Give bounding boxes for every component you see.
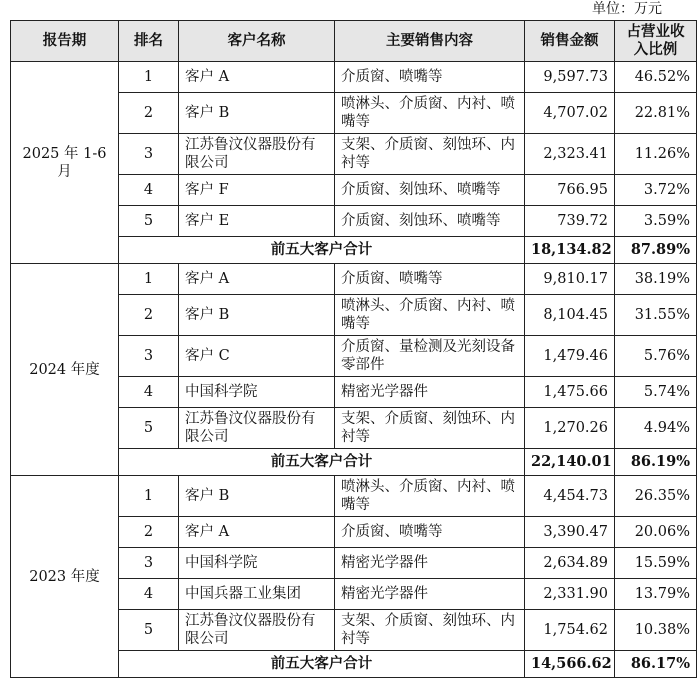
header-rank: 排名 [119,21,179,62]
customer-cell: 江苏鲁汶仪器股份有限公司 [179,408,335,449]
customer-cell: 中国科学院 [179,377,335,408]
customer-cell: 客户 A [179,264,335,295]
total-ratio: 86.17% [615,651,697,678]
content-cell: 喷淋头、介质窗、内衬、喷嘴等 [335,93,525,134]
period-cell: 2024 年度 [11,264,119,476]
ratio-cell: 22.81% [615,93,697,134]
table-row [11,264,697,295]
period-cell: 2025 年 1-6 月 [11,62,119,264]
ratio-cell: 20.06% [615,517,697,548]
amount-cell: 3,390.47 [525,517,615,548]
ratio-cell: 10.38% [615,610,697,651]
ratio-cell: 13.79% [615,579,697,610]
amount-cell: 1,475.66 [525,377,615,408]
customer-cell: 客户 B [179,93,335,134]
header-amount: 销售金额 [525,21,615,62]
content-cell: 喷淋头、介质窗、内衬、喷嘴等 [335,476,525,517]
content-cell: 介质窗、喷嘴等 [335,62,525,93]
amount-cell: 1,270.26 [525,408,615,449]
unit-label: 单位：万元 [592,1,662,17]
ratio-cell: 3.72% [615,175,697,206]
content-cell: 支架、介质窗、刻蚀环、内衬等 [335,610,525,651]
content-cell: 介质窗、喷嘴等 [335,264,525,295]
customer-cell: 客户 E [179,206,335,237]
amount-cell: 4,454.73 [525,476,615,517]
total-amount: 18,134.82 [525,237,615,264]
content-cell: 精密光学器件 [335,579,525,610]
content-cell: 喷淋头、介质窗、内衬、喷嘴等 [335,295,525,336]
ratio-cell: 4.94% [615,408,697,449]
content-cell: 支架、介质窗、刻蚀环、内衬等 [335,134,525,175]
customer-cell: 客户 A [179,517,335,548]
ratio-cell: 26.35% [615,476,697,517]
customer-cell: 江苏鲁汶仪器股份有限公司 [179,134,335,175]
header-content: 主要销售内容 [335,21,525,62]
rank-cell: 2 [119,517,179,548]
total-label: 前五大客户合计 [119,449,525,476]
ratio-cell: 15.59% [615,548,697,579]
customer-cell: 江苏鲁汶仪器股份有限公司 [179,610,335,651]
rank-cell: 1 [119,264,179,295]
customer-cell: 客户 B [179,476,335,517]
table-row [11,476,697,517]
rank-cell: 5 [119,206,179,237]
header-customer: 客户名称 [179,21,335,62]
amount-cell: 2,331.90 [525,579,615,610]
content-cell: 介质窗、量检测及光刻设备零部件 [335,336,525,377]
amount-cell: 9,810.17 [525,264,615,295]
ratio-cell: 3.59% [615,206,697,237]
ratio-cell: 5.74% [615,377,697,408]
rank-cell: 1 [119,476,179,517]
header-row [11,21,697,62]
content-cell: 支架、介质窗、刻蚀环、内衬等 [335,408,525,449]
total-label: 前五大客户合计 [119,237,525,264]
amount-cell: 2,323.41 [525,134,615,175]
amount-cell: 739.72 [525,206,615,237]
total-label: 前五大客户合计 [119,651,525,678]
period-cell: 2023 年度 [11,476,119,678]
rank-cell: 4 [119,377,179,408]
content-cell: 介质窗、刻蚀环、喷嘴等 [335,206,525,237]
rank-cell: 2 [119,93,179,134]
customer-cell: 客户 B [179,295,335,336]
customer-cell: 客户 C [179,336,335,377]
amount-cell: 8,104.45 [525,295,615,336]
content-cell: 精密光学器件 [335,377,525,408]
top-customers-table [10,20,697,678]
ratio-cell: 46.52% [615,62,697,93]
content-cell: 介质窗、喷嘴等 [335,517,525,548]
rank-cell: 4 [119,175,179,206]
customer-cell: 中国科学院 [179,548,335,579]
amount-cell: 2,634.89 [525,548,615,579]
amount-cell: 4,707.02 [525,93,615,134]
ratio-cell: 38.19% [615,264,697,295]
ratio-cell: 31.55% [615,295,697,336]
content-cell: 精密光学器件 [335,548,525,579]
total-ratio: 86.19% [615,449,697,476]
customer-cell: 客户 A [179,62,335,93]
customer-cell: 客户 F [179,175,335,206]
rank-cell: 4 [119,579,179,610]
amount-cell: 766.95 [525,175,615,206]
rank-cell: 3 [119,134,179,175]
customer-cell: 中国兵器工业集团 [179,579,335,610]
rank-cell: 2 [119,295,179,336]
amount-cell: 1,754.62 [525,610,615,651]
ratio-cell: 5.76% [615,336,697,377]
content-cell: 介质窗、刻蚀环、喷嘴等 [335,175,525,206]
header-period: 报告期 [11,21,119,62]
amount-cell: 1,479.46 [525,336,615,377]
rank-cell: 5 [119,408,179,449]
rank-cell: 3 [119,548,179,579]
rank-cell: 5 [119,610,179,651]
amount-cell: 9,597.73 [525,62,615,93]
table-row [11,62,697,93]
total-amount: 22,140.01 [525,449,615,476]
rank-cell: 1 [119,62,179,93]
total-amount: 14,566.62 [525,651,615,678]
header-ratio: 占营业收入比例 [615,21,697,62]
total-ratio: 87.89% [615,237,697,264]
rank-cell: 3 [119,336,179,377]
ratio-cell: 11.26% [615,134,697,175]
